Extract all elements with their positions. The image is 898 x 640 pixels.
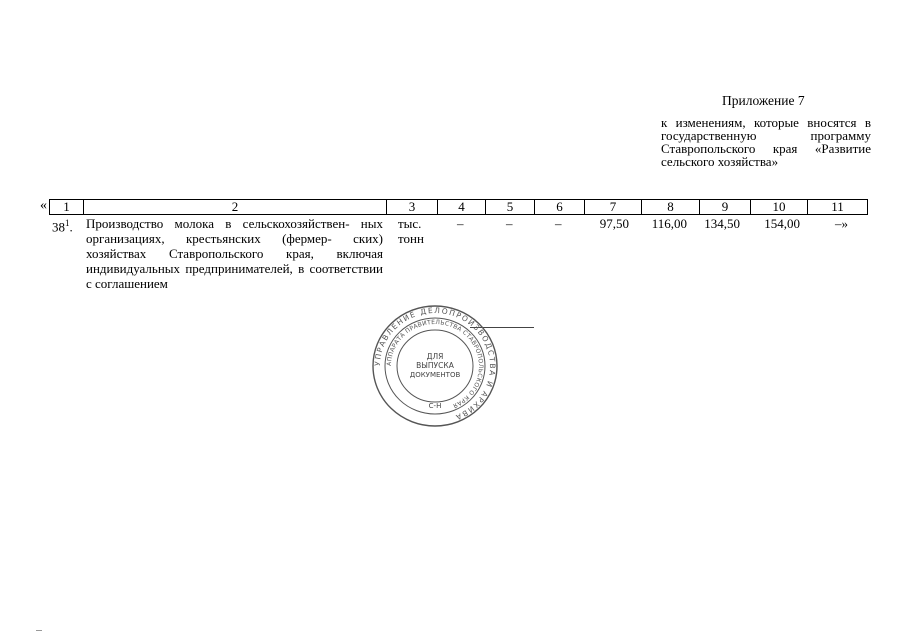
official-stamp (370, 304, 500, 429)
column-number: 4 (438, 200, 486, 215)
open-quote: « (40, 198, 47, 213)
row-unit (398, 216, 424, 246)
column-number: 1 (50, 200, 84, 215)
row-number-suffix: . (69, 219, 73, 235)
stamp-outer-text: УПРАВЛЕНИЕ ДЕЛОПРОИЗВОДСТВА И АРХИВА (372, 305, 498, 423)
row-value-col7: 97,50 (599, 216, 629, 231)
column-number-row (50, 200, 868, 215)
column-number: 3 (387, 200, 438, 215)
stamp-inner-text: АППАРАТА ПРАВИТЕЛЬСТВА СТАВРОПОЛЬСКОГО КРАЯ (385, 318, 485, 410)
close-quote: –» (835, 216, 848, 231)
column-number: 2 (84, 200, 387, 215)
stamp-code: С-Н (428, 402, 442, 410)
column-number: 9 (700, 200, 751, 215)
column-number: 6 (535, 200, 585, 215)
column-number: 8 (642, 200, 700, 215)
row-value-col5: – (506, 216, 513, 231)
column-number: 11 (808, 200, 868, 215)
row-value-col6: – (555, 216, 562, 231)
row-number-main: 38 (52, 219, 65, 235)
row-number-superscript: 1 (65, 218, 70, 228)
row-description: Производство молока в сельскохозяйствен- ных организациях, крестьянских (фермер- ских) хозяйствах Ставропольского края, включая индивидуальных предпринимателей, в соответствии с соглашением (86, 216, 383, 291)
row-value-col8: 116,00 (651, 216, 687, 231)
row-unit-line1: тыс. (398, 216, 422, 231)
stamp-center-line1: ДЛЯ (426, 352, 444, 361)
column-number: 7 (585, 200, 642, 215)
annex-subtitle: к изменениям, которые вносятся в государственную программу Ставропольского края «Развитие сельского хозяйства» (661, 115, 871, 169)
row-value-col9: 134,50 (704, 216, 740, 231)
annex-title: Приложение 7 (722, 93, 805, 108)
stamp-center-line3: ДОКУМЕНТОВ (409, 371, 461, 379)
row-value-col10: 154,00 (764, 216, 800, 231)
row-value-col4: – (457, 216, 464, 231)
column-number: 10 (751, 200, 808, 215)
stamp-center-line2: ВЫПУСКА (416, 361, 454, 370)
row-unit-line2: тонн (398, 231, 424, 246)
scan-mark (36, 630, 42, 631)
column-header-table (49, 199, 868, 215)
column-number: 5 (486, 200, 535, 215)
row-number (52, 216, 73, 234)
